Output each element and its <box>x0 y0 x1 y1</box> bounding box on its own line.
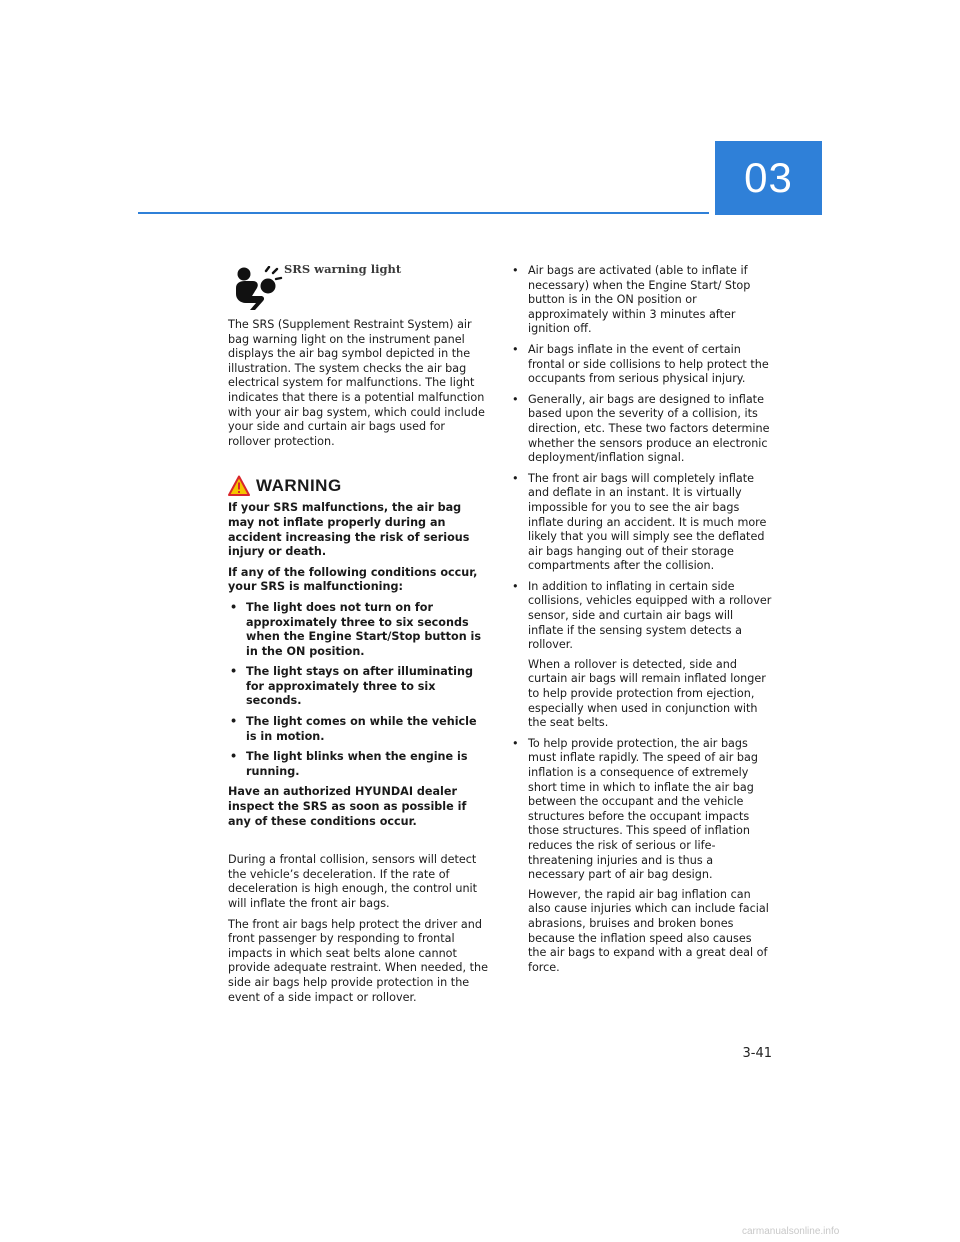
warning-list <box>228 601 490 780</box>
warning-paragraph-3: Have an authorized HYUNDAI dealer inspect the SRS as soon as possible if any of these conditions occur. <box>228 785 467 828</box>
warning-box <box>228 475 490 829</box>
warning-header <box>228 475 490 497</box>
chapter-tab: 03 <box>715 141 822 215</box>
intro-paragraph: The SRS (Supplement Restraint System) air bag warning light on the instrument panel displays the air bag symbol depicted in the illustration. The system checks the air bag electrical system for malfunctions. The light indicates that there is a potential malfunction with your air bag system, which could include your side and curtain air bags used for rollover protection. <box>228 318 485 448</box>
list-item <box>510 580 772 731</box>
warning-list-item: • The light stays on after illuminating for approximately three to six seconds. <box>228 665 490 709</box>
list-item <box>510 393 772 466</box>
list-item-text: Generally, air bags are designed to inflate based upon the severity of a collision, its direction, etc. These two factors determine whether the sensors produce an electronic deployment/inflation signal. <box>528 392 770 465</box>
airbag-facts-list <box>510 264 772 975</box>
left-column <box>228 258 490 1011</box>
warning-triangle-icon <box>228 475 250 497</box>
list-item <box>510 264 772 337</box>
list-item-subparagraph: When a rollover is detected, side and curtain air bags will remain inflated longer to help provide protection from ejection, especially when used in conjunction with the seat belts. <box>528 657 766 730</box>
warning-list-item: • The light does not turn on for approximately three to six seconds when the Engine Start/Stop button is in the ON position. <box>228 601 490 659</box>
warning-list-item: • The light comes on while the vehicle is in motion. <box>228 715 490 744</box>
list-item-text: Air bags inflate in the event of certain frontal or side collisions to help protect the occupants from serious physical injury. <box>528 342 769 386</box>
section-title: SRS warning light <box>284 262 402 276</box>
warning-label: WARNING <box>256 476 342 496</box>
warning-paragraph-1: If your SRS malfunctions, the air bag may not inflate properly during an accident increasing the risk of serious injury or death. <box>228 501 470 559</box>
section-header <box>228 258 490 316</box>
warning-paragraph-2: If any of the following conditions occur, your SRS is malfunctioning: <box>228 565 478 594</box>
list-item <box>510 737 772 976</box>
right-column <box>510 264 772 981</box>
list-item-text: Air bags are activated (able to inflate if necessary) when the Engine Start/ Stop button is in the ON position or approximately within 3 minutes after ignition off. <box>528 264 751 336</box>
body-paragraph: During a frontal collision, sensors will detect the vehicle’s deceleration. If the rate of deceleration is high enough, the control unit will inflate the front air bags. <box>228 853 478 910</box>
list-item-text: To help provide protection, the air bags must inflate rapidly. The speed of air bag inflation is a consequence of extremely short time in which to inflate the air bag between the occupant and the vehicle structures before the occupant impacts those structures. This speed of inflation reduces the risk of serious or life-threatening injuries and is thus a necessary part of air bag design. <box>528 736 758 882</box>
list-item-text: In addition to inflating in certain side collisions, vehicles equipped with a rollover sensor, side and curtain air bags will inflate if the sensing system detects a rollover. <box>528 579 772 652</box>
srs-airbag-icon <box>233 266 283 312</box>
list-item-text: The front air bags will completely inflate and deflate in an instant. It is virtually impossible for you to see the air bags inflate during an accident. It is much more likely that you will simply see the deflated air bags hanging out of their storage compartments after the collision. <box>528 471 767 573</box>
watermark: carmanualsonline.info <box>742 1226 840 1237</box>
list-item-subparagraph: However, the rapid air bag inflation can also cause injuries which can include facial abrasions, bruises and broken bones because the inflation speed also causes the air bags to expand with a great deal of force. <box>528 887 769 974</box>
body-paragraph: The front air bags help protect the driver and front passenger by responding to frontal impacts in which seat belts alone cannot provide adequate restraint. When needed, the side air bags help provide protection in the event of a side impact or rollover. <box>228 917 488 1004</box>
page-number: 3-41 <box>742 1046 772 1061</box>
list-item <box>510 472 772 574</box>
warning-list-item: • The light blinks when the engine is running. <box>228 750 490 779</box>
list-item <box>510 343 772 387</box>
header-rule <box>138 212 709 214</box>
